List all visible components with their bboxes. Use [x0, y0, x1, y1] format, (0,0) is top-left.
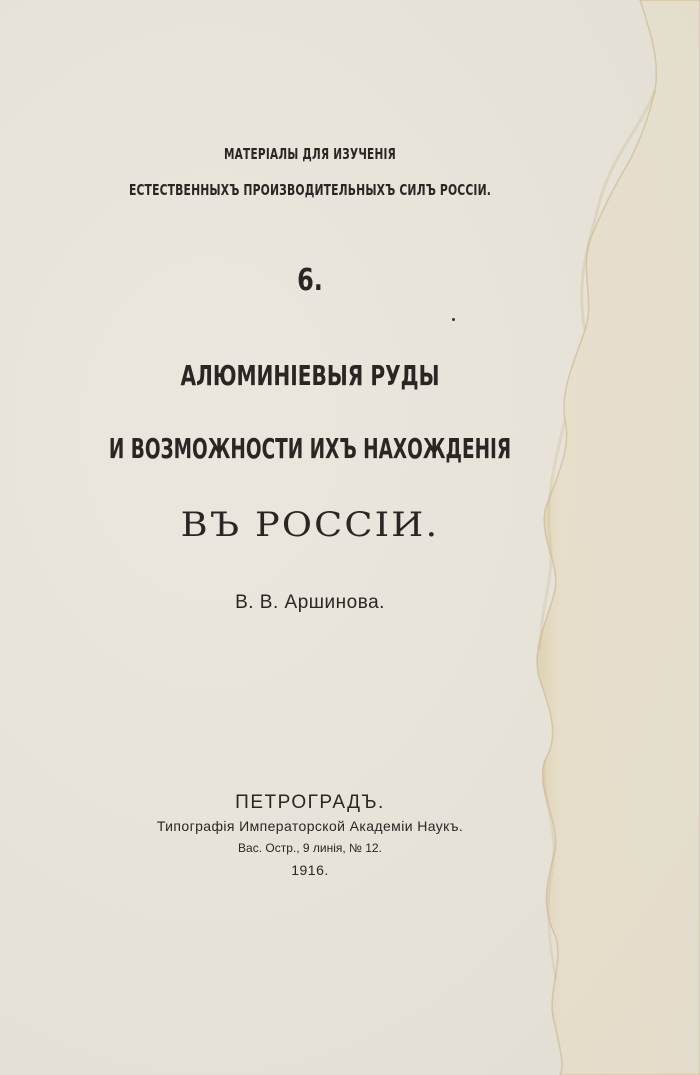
title-line-3: ВЪ РОССІИ. — [180, 505, 440, 545]
imprint-year: 1916. — [291, 862, 329, 878]
ink-speck — [452, 318, 455, 321]
title-line-2: И ВОЗМОЖНОСТИ ИХЪ НАХОЖДЕНІЯ — [108, 432, 512, 465]
series-title-line-1: МАТЕРІАЛЫ ДЛЯ ИЗУЧЕНІЯ — [223, 145, 397, 163]
volume-number: 6. — [297, 263, 323, 298]
title-line-1: АЛЮМИНІЕВЫЯ РУДЫ — [180, 359, 440, 392]
author-name: В. В. Аршинова. — [235, 592, 385, 613]
imprint-city: ПЕТРОГРАДЪ. — [235, 792, 385, 813]
series-title-line-2: ЕСТЕСТВЕННЫХЪ ПРОИЗВОДИТЕЛЬНЫХЪ СИЛЪ РОССІИ. — [128, 181, 492, 199]
imprint-address: Вас. Остр., 9 линія, № 12. — [238, 841, 382, 855]
imprint-press: Типографія Императорской Академіи Наукъ. — [156, 818, 464, 834]
